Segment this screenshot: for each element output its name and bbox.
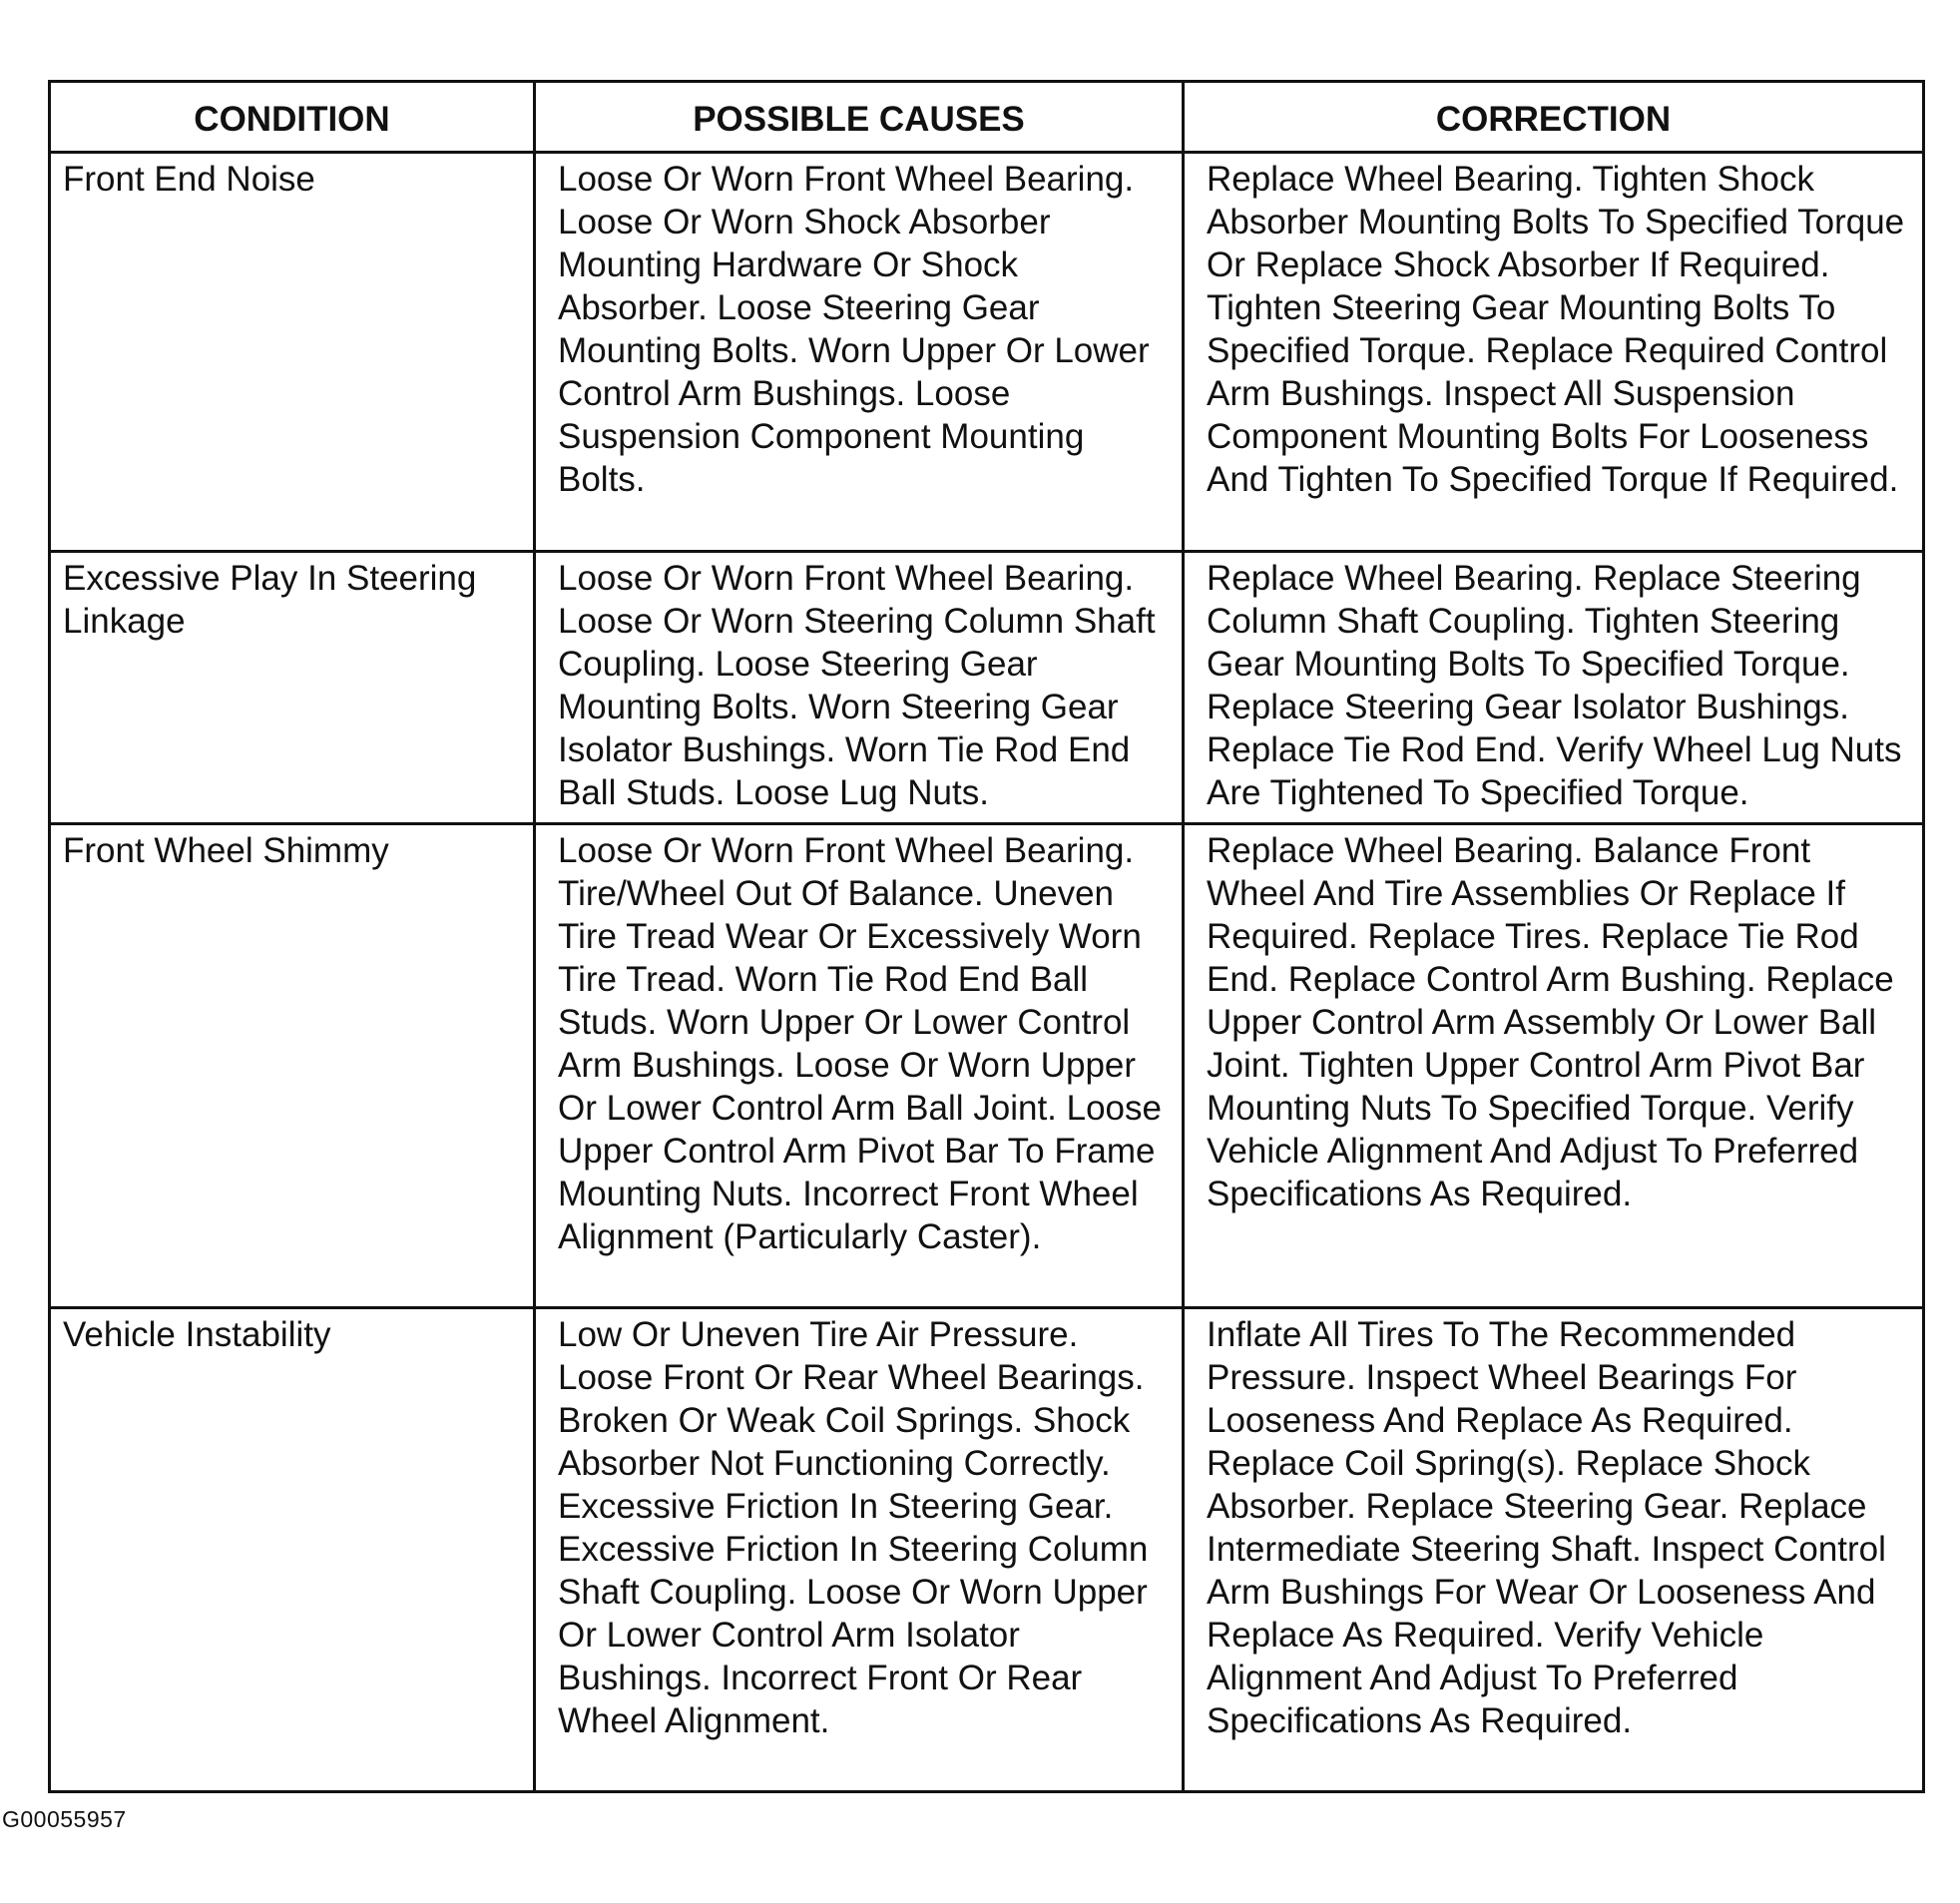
- correction-cell: Replace Wheel Bearing. Balance Front Wheel And Tire Assemblies Or Replace If Required. Replace Tires. Replace Tie Rod End. Replace Control Arm Bushing. Replace Upper Control Arm Assembly Or Lower Ball Joint. Tighten Upper Control Arm Pivot Bar Mounting Nuts To Specified Torque. Verify Vehicle Alignment And Adjust To Preferred Specifications As Required.: [1184, 824, 1924, 1308]
- diagnosis-table-container: [48, 80, 1922, 1793]
- header-condition: CONDITION: [50, 82, 535, 153]
- correction-cell: Inflate All Tires To The Recommended Pressure. Inspect Wheel Bearings For Looseness And Replace As Required. Replace Coil Spring(s). Replace Shock Absorber. Replace Steering Gear. Replace Intermediate Steering Shaft. Inspect Control Arm Bushings For Wear Or Looseness And Replace As Required. Verify Vehicle Alignment And Adjust To Preferred Specifications As Required.: [1184, 1308, 1924, 1792]
- table-row: [50, 552, 1924, 824]
- condition-cell: Front Wheel Shimmy: [50, 824, 535, 1308]
- condition-cell: Front End Noise: [50, 153, 535, 552]
- causes-cell: Low Or Uneven Tire Air Pressure. Loose Front Or Rear Wheel Bearings. Broken Or Weak Coil Springs. Shock Absorber Not Functioning Correctly. Excessive Friction In Steering Gear. Excessive Friction In Steering Column Shaft Coupling. Loose Or Worn Upper Or Lower Control Arm Isolator Bushings. Incorrect Front Or Rear Wheel Alignment.: [535, 1308, 1184, 1792]
- correction-cell: Replace Wheel Bearing. Tighten Shock Absorber Mounting Bolts To Specified Torque Or Replace Shock Absorber If Required. Tighten Steering Gear Mounting Bolts To Specified Torque. Replace Required Control Arm Bushings. Inspect All Suspension Component Mounting Bolts For Looseness And Tighten To Specified Torque If Required.: [1184, 153, 1924, 552]
- causes-cell: Loose Or Worn Front Wheel Bearing. Tire/Wheel Out Of Balance. Uneven Tire Tread Wear Or Excessively Worn Tire Tread. Worn Tie Rod End Ball Studs. Worn Upper Or Lower Control Arm Bushings. Loose Or Worn Upper Or Lower Control Arm Ball Joint. Loose Upper Control Arm Pivot Bar To Frame Mounting Nuts. Incorrect Front Wheel Alignment (Particularly Caster).: [535, 824, 1184, 1308]
- table-row: [50, 1308, 1924, 1792]
- figure-id: G00055957: [2, 1806, 127, 1832]
- correction-cell: Replace Wheel Bearing. Replace Steering Column Shaft Coupling. Tighten Steering Gear Mounting Bolts To Specified Torque. Replace Steering Gear Isolator Bushings. Replace Tie Rod End. Verify Wheel Lug Nuts Are Tightened To Specified Torque.: [1184, 552, 1924, 824]
- causes-cell: Loose Or Worn Front Wheel Bearing. Loose Or Worn Shock Absorber Mounting Hardware Or Shock Absorber. Loose Steering Gear Mounting Bolts. Worn Upper Or Lower Control Arm Bushings. Loose Suspension Component Mounting Bolts.: [535, 153, 1184, 552]
- header-possible-causes: POSSIBLE CAUSES: [535, 82, 1184, 153]
- header-correction: CORRECTION: [1184, 82, 1924, 153]
- condition-cell: Vehicle Instability: [50, 1308, 535, 1792]
- condition-cell: Excessive Play In Steering Linkage: [50, 552, 535, 824]
- causes-cell: Loose Or Worn Front Wheel Bearing. Loose Or Worn Steering Column Shaft Coupling. Loose Steering Gear Mounting Bolts. Worn Steering Gear Isolator Bushings. Worn Tie Rod End Ball Studs. Loose Lug Nuts.: [535, 552, 1184, 824]
- diagnosis-table: [48, 80, 1925, 1793]
- table-row: [50, 153, 1924, 552]
- table-row: [50, 824, 1924, 1308]
- table-header-row: [50, 82, 1924, 153]
